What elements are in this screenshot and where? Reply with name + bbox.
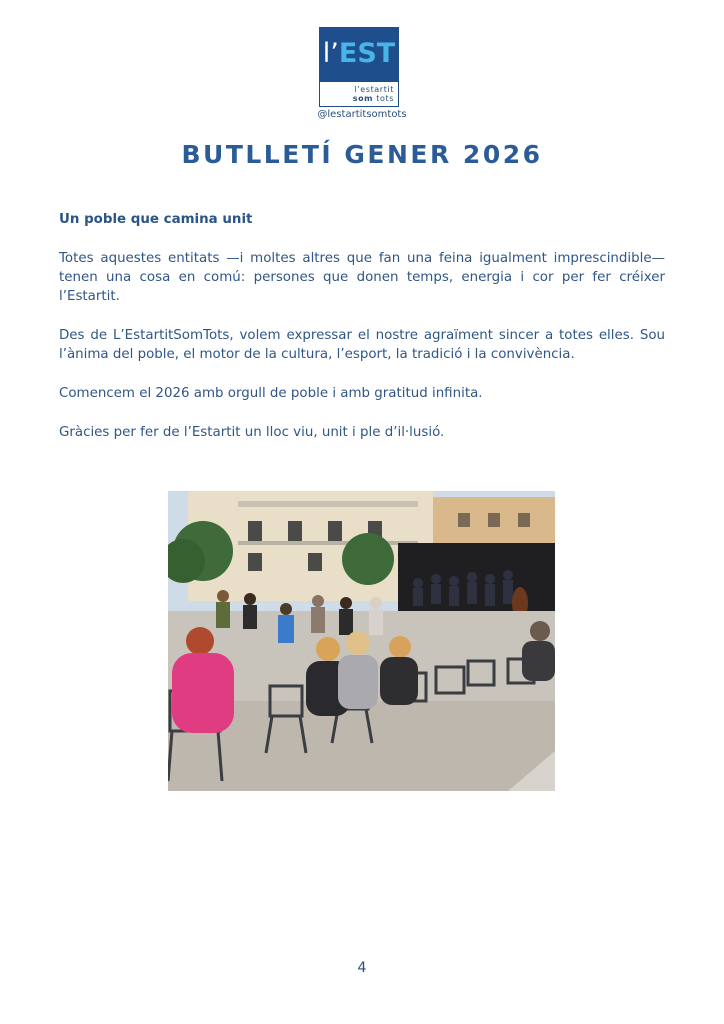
event-photo [168, 491, 555, 791]
logo-mark-est: EST [338, 38, 396, 69]
event-photo-illustration [168, 491, 555, 791]
logo-mark-l: l’ [322, 38, 339, 69]
photo-tree-right [342, 533, 394, 585]
logo-tagline-line2 [320, 94, 394, 103]
page-title: BUTLLETÍ GENER 2026 [181, 140, 543, 169]
paragraph-2: Des de L’EstartitSomTots, volem expressar el nostre agraïment sincer a totes elles. Sou l’ànima del poble, el motor de la cultura, l’esport, la tradició i la convivència. [59, 328, 665, 362]
paragraph-4: Gràcies per fer de l’Estartit un lloc viu, unit i ple d’il·lusió. [59, 425, 445, 440]
page-number: 4 [357, 960, 367, 976]
logo-tagline-rest: tots [373, 94, 394, 103]
logo-top-band [320, 28, 398, 82]
logo-mark [320, 38, 398, 70]
social-handle: @lestartitsomtots [317, 109, 407, 120]
paragraph-3: Comencem el 2026 amb orgull de poble i amb gratitud infinita. [59, 386, 483, 401]
logo-tagline-line1: l’estartit [354, 85, 394, 94]
photo-audience-pink [186, 627, 214, 655]
article-body [59, 210, 665, 462]
logo-tagline [320, 82, 398, 106]
logo-tagline-bold: som [352, 94, 374, 103]
paragraph-1: Totes aquestes entitats —i moltes altres que fan una feina igualment imprescindible— tenen una cosa en comú: persones que donen temps, energia i cor per fer créixer l’Estartit. [59, 251, 665, 304]
section-heading: Un poble que camina unit [59, 212, 253, 227]
brand-logo [319, 27, 399, 107]
